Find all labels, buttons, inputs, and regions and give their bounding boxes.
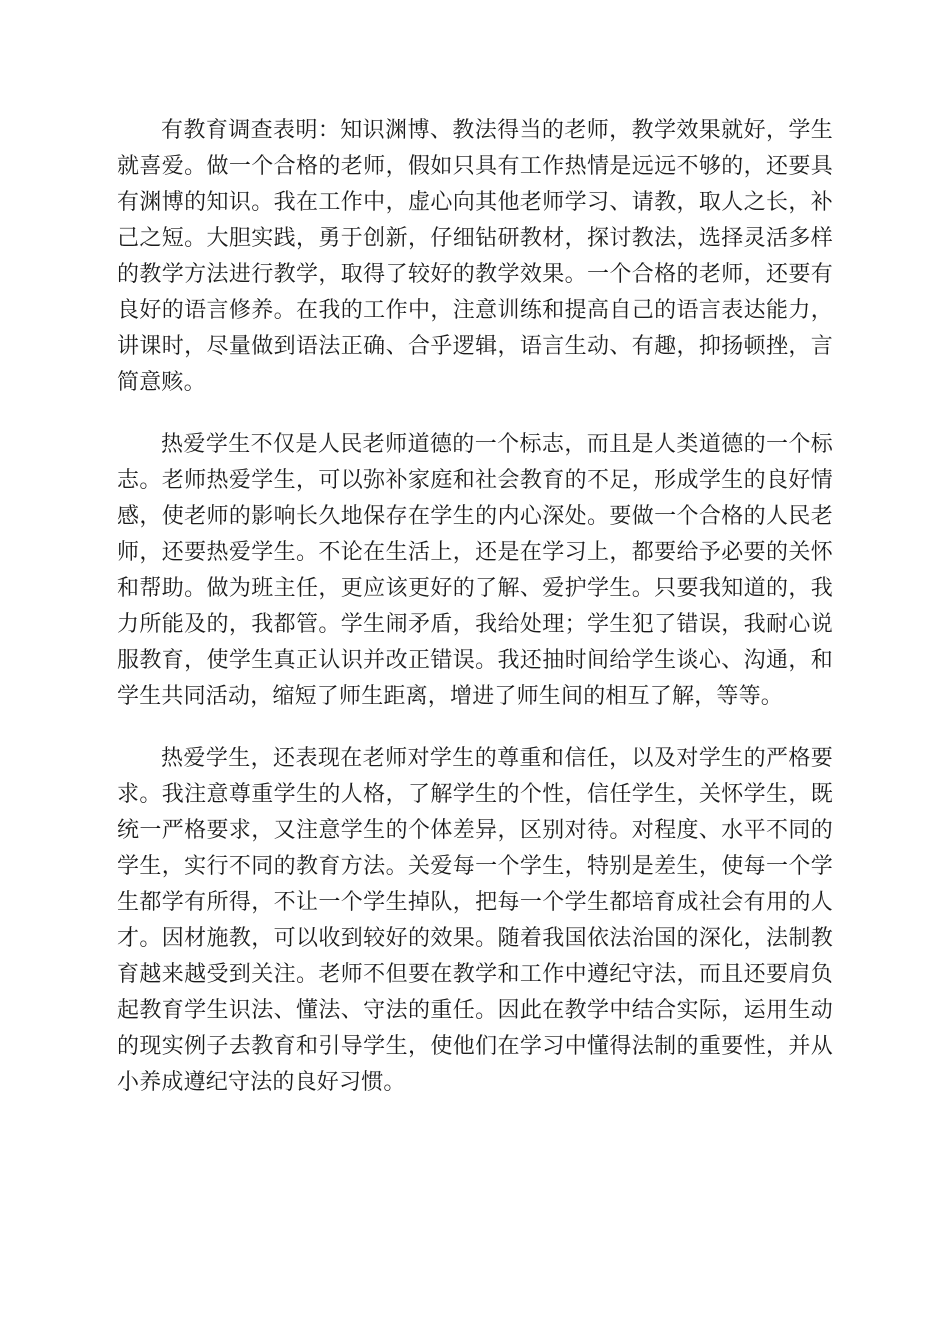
paragraph-loving-students: 热爱学生不仅是人民老师道德的一个标志，而且是人类道德的一个标志。老师热爱学生，可以弥补家庭和社会教育的不足，形成学生的良好情感，使老师的影响长久地保存在学生的内心深处。要做一个合格的人民老师，还要热爱学生。不论在生活上，还是在学习上，都要给予必要的关怀和帮助。做为班主任，更应该更好的了解、爱护学生。只要我知道的，我力所能及的，我都管。学生闹矛盾，我给处理；学生犯了错误，我耐心说服教育，使学生真正认识并改正错误。我还抽时间给学生谈心、沟通，和学生共同活动，缩短了师生距离，增进了师生间的相互了解，等等。 [117, 432, 833, 709]
document-body [117, 113, 833, 1101]
paragraph-respect-and-law: 热爱学生，还表现在老师对学生的尊重和信任，以及对学生的严格要求。我注意尊重学生的人格，了解学生的个性，信任学生，关怀学生，既统一严格要求，又注意学生的个体差异，区别对待。对程度、水平不同的学生，实行不同的教育方法。关爱每一个学生，特别是差生，使每一个学生都学有所得，不让一个学生掉队，把每一个学生都培育成社会有用的人才。因材施教，可以收到较好的效果。随着我国依法治国的深化，法制教育越来越受到关注。老师不但要在教学和工作中遵纪守法，而且还要肩负起教育学生识法、懂法、守法的重任。因此在教学中结合实际，运用生动的现实例子去教育和引导学生，使他们在学习中懂得法制的重要性，并从小养成遵纪守法的良好习惯。 [117, 746, 833, 1095]
paragraph-teaching-methods: 有教育调查表明：知识渊博、教法得当的老师，教学效果就好，学生就喜爱。做一个合格的老师，假如只具有工作热情是远远不够的，还要具有渊博的知识。我在工作中，虚心向其他老师学习、请教，取人之长，补己之短。大胆实践，勇于创新，仔细钻研教材，探讨教法，选择灵活多样的教学方法进行教学，取得了较好的教学效果。一个合格的老师，还要有良好的语言修养。在我的工作中，注意训练和提高自己的语言表达能力，讲课时，尽量做到语法正确、合乎逻辑，语言生动、有趣，抑扬顿挫，言简意赅。 [117, 118, 833, 395]
